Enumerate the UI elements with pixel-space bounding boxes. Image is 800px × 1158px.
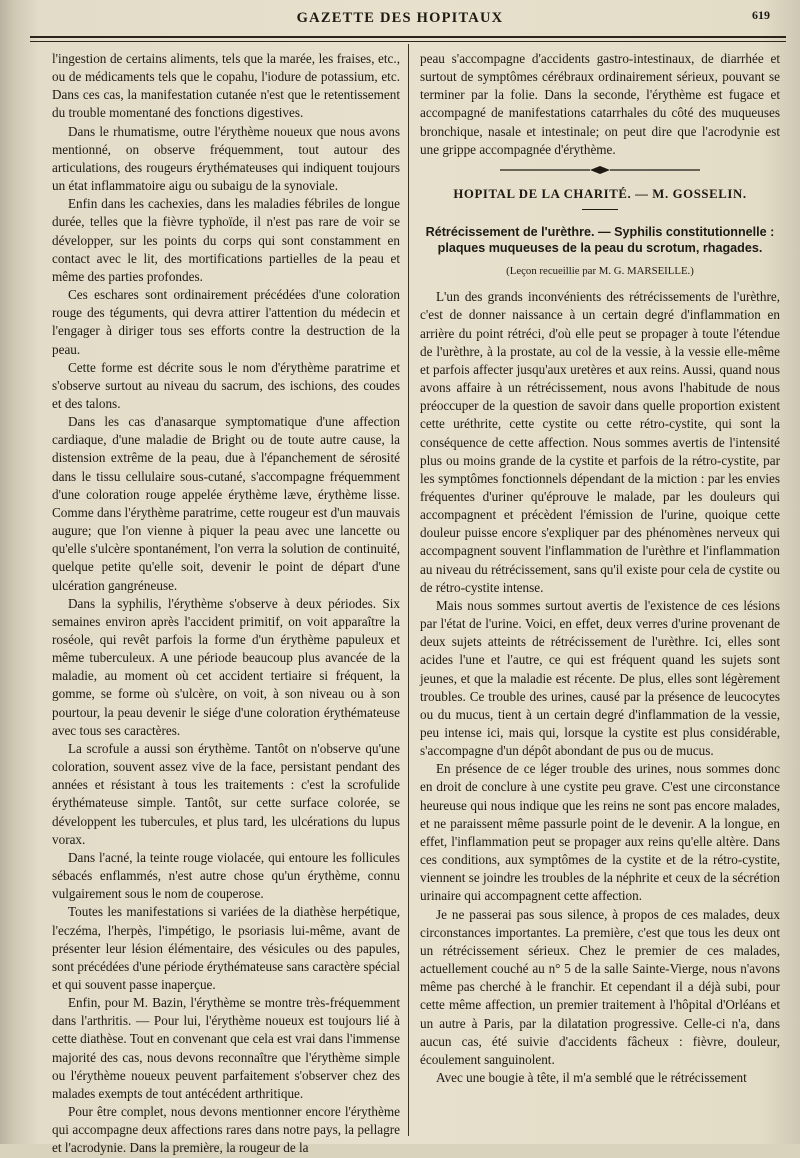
paragraph: Enfin dans les cachexies, dans les maladies fébriles de longue durée, telles que la fièvre typhoïde, il n'est pas rare de voir se développer, sur les points du corps qui sont constamment en contact avec le lit, des mortifications partielles de la peau et même des parties profondes.: [52, 196, 400, 284]
paragraph: Dans l'acné, la teinte rouge violacée, qui entoure les follicules sébacés enflammés, n'est autre chose qu'un érythème, connu vulgairement sous le nom de couperose.: [52, 849, 400, 902]
paragraph: l'ingestion de certains aliments, tels que la marée, les fraises, etc., ou de médicaments tels que le copahu, l'iodure de potassium, etc. Dans ces cas, la manifestation cutanée n'est que le retentissement du trouble momentané des fonctions digestives.: [52, 51, 400, 121]
paragraph: La scrofule a aussi son érythème. Tantôt on n'observe qu'une coloration, souvent assez vive de la face, persistant pendant des années et résistant à tous les traitements : c'est la scrofulide érythémateuse simple. Tantôt, sur cette surface colorée, se développent les tubercules, et plus tard, les ulcérations du lupus vorax.: [52, 740, 400, 847]
newspaper-title: GAZETTE DES HOPITAUX: [296, 10, 504, 26]
paragraph: Dans les cas d'anasarque symptomatique d'une affection cardiaque, d'une maladie de Bright ou de toute autre cause, la distension extrême de la peau, due à l'épanchement de sérosité dans le tissu cellulaire sous-cutané, s'accompagne fréquemment d'une coloration rouge appelée érythème læve, érythème lisse. Comme dans l'érythème paratrime, cette rougeur est d'un mauvais augure; que l'on vienne à piquer la peau avec une lancette ou qu'elle s'ulcère spontanément, l'on verra la solution de continuité, quelque petite qu'elle soit, devenir le point de départ d'une ulcération gangréneuse.: [52, 414, 400, 593]
paragraph: Pour être complet, nous devons mentionner encore l'érythème qui accompagne deux affections rares dans notre pays, la pellagre et l'acrodynie. Dans la première, la rougeur de la: [52, 1104, 400, 1156]
header-rule-thin: [30, 41, 786, 42]
header-rule: [30, 36, 786, 38]
section-heading: HOPITAL DE LA CHARITÉ. — M. GOSSELIN.: [453, 186, 747, 201]
paragraph: Toutes les manifestations si variées de la diathèse herpétique, l'eczéma, l'herpès, l'impétigo, le psoriasis lui-même, avant de présenter leur lésion élémentaire, des vésicules ou des papules, sont précédées d'une période érythémateuse sans caractère spécial et qui souvent passe inaperçue.: [52, 904, 400, 992]
paragraph: Enfin, pour M. Bazin, l'érythème se montre très-fréquemment dans l'arthritis. — Pour lui, l'érythème noueux est toujours lié à cette diathèse. Tout en convenant que cela est vrai dans l'immense majorité des cas, nous devons reconnaître que l'érythème simple ou l'érythème noueux peuvent parfaitement s'observer chez des malades exempts de tout antécédent arthritique.: [52, 995, 400, 1101]
paragraph: Cette forme est décrite sous le nom d'érythème paratrime et s'observe surtout au niveau du sacrum, des ischions, des coudes et des talons.: [52, 359, 400, 411]
left-column: [52, 50, 400, 1158]
paragraph: Dans la syphilis, l'érythème s'observe à deux périodes. Six semaines environ après l'accident primitif, on voit apparaître la roséole, qui revêt parfois la forme d'un érythème papuleux et même tuberculeux. A une période beaucoup plus avancée de la maladie, au moment où cet accident tertiaire si fréquent, la gomme, se forme où s'ulcère, on voit, à son niveau ou à son pourtour, la peau devenir le siége d'une coloration érythémateuse avec tous ses caractères.: [52, 595, 400, 738]
paragraph: Dans le rhumatisme, outre l'érythème noueux que nous avons mentionné, on observe fréquemment, tout autour des articulations, des rougeurs érythémateuses qui indiquent toujours un état inflammatoire aigu ou subaigu de la synoviale.: [52, 123, 400, 194]
paragraph: Je ne passerai pas sous silence, à propos de ces malades, deux circonstances importantes. La première, c'est que tous les deux ont un rétrécissement sérieux. Chez le premier de ces malades, actuellement couché au n° 5 de la salle Sainte-Vierge, nous n'avons même pas cherché à le franchir. Et cependant il a déjà subi, pour cette même affection, un premier traitement à l'hôpital d'Orléans et un autre à Paris, par la dilatation progressive. Celle-ci n'a, dans aucun cas, été suivie d'accidents fâcheux : fièvre, douleur, écoulement sanguinolent.: [420, 906, 780, 1067]
article-title: Rétrécissement de l'urèthre. — Syphilis constitutionnelle : plaques muqueuses de la peau du scrotum, rhagades.: [425, 225, 775, 256]
paragraph: Avec une bougie à tête, il m'a semblé que le rétrécissement: [436, 1069, 747, 1085]
paragraph: Mais nous sommes surtout avertis de l'existence de ces lésions par l'état de l'urine. Voici, en effet, deux verres d'urine provenant de deux sujets atteints de rétrécissement de l'urèthre. Ici, elles sont acides l'une et l'autre, ce qui est fréquent quand les sujets sont jeunes, et que la maladie est récente. De plus, elles sont légèrement troubles. Ce trouble des urines, causé par la présence de leucocytes ou du mucus, tient à un certain degré d'inflammation de la vessie, peu intense ici, mais qui, lorsque la cystite est plus considérable, s'accompagne d'un dépôt abondant de pus ou de mucus.: [420, 597, 780, 759]
paragraph: L'un des grands inconvénients des rétrécissements de l'urèthre, c'est de donner naissance à un certain degré d'inflammation en arrière du point rétréci, d'où elle peut se propager à toute l'étendue de l'urèthre, à la prostate, au col de la vessie, à la vessie elle-même et parfois affecter jusqu'aux uretères et aux reins. Aussi, quand nous avons affaire à un rétrécissement, nous avons l'habitude de nous préoccuper de la question de savoir dans quelle proportion existent cette uréthrite, cette cystite ou cette rétro-cystite, qui sont la conséquence de cette affection. Nous sommes avertis de l'intensité plus ou moins grande de la cystite et parfois de la rétro-cystite, par les symptômes fonctionnels dépendant de la miction : par les envies fréquentes d'uriner qu'éprouve le malade, par les douleurs qui accompagnent et précèdent l'émission de l'urine, quoique cette douleur puisse encore s'expliquer par des phénomènes nerveux qui accompagnent souvent l'inflammation de l'urèthre et l'inflammation au niveau du rétrécissement, sans qu'il existe pour cela de cystite ou de rétro-cystite intense.: [420, 289, 780, 595]
lecture-note: (Leçon recueillie par M. G. MARSEILLE.): [506, 265, 694, 278]
right-column: [420, 50, 780, 1087]
page-number: 619: [752, 8, 770, 22]
paragraph: peau s'accompagne d'accidents gastro-intestinaux, de diarrhée et surtout de symptômes cérébraux ordinairement sérieux, pouvant se terminer par la folie. Dans la seconde, l'érythème est fugace et accompagné de manifestations catarrhales du côté des muqueuses bronchique, nasale et intestinale; on peut dire que l'acrodynie est une grippe accompagnée d'érythème.: [420, 51, 780, 157]
paragraph: Ces eschares sont ordinairement précédées d'une coloration rouge des téguments, qui devra attirer l'attention du médecin et l'engager à diriger tous ses efforts contre la destruction de la peau.: [52, 287, 400, 357]
ornament-divider: [500, 165, 700, 175]
page-header: [0, 0, 800, 40]
short-rule: [582, 209, 618, 210]
paragraph: En présence de ce léger trouble des urines, nous sommes donc en droit de conclure à une cystite peu grave. C'est une circonstance heureuse qui nous indique que les reins ne sont pas encore malades, et ne paraissent même passurle point de le devenir. A la longue, en effet, l'inflammation peut se propager aux reins qu'elle altère. Dans ces conditions, aux symptômes de la cystite et de la rétro-cystite, viennent se joindre les troubles de la néphrite et ceux de la sécrétion urinaire qui accompagnent cette affection.: [420, 761, 780, 904]
column-divider: [408, 44, 409, 1136]
